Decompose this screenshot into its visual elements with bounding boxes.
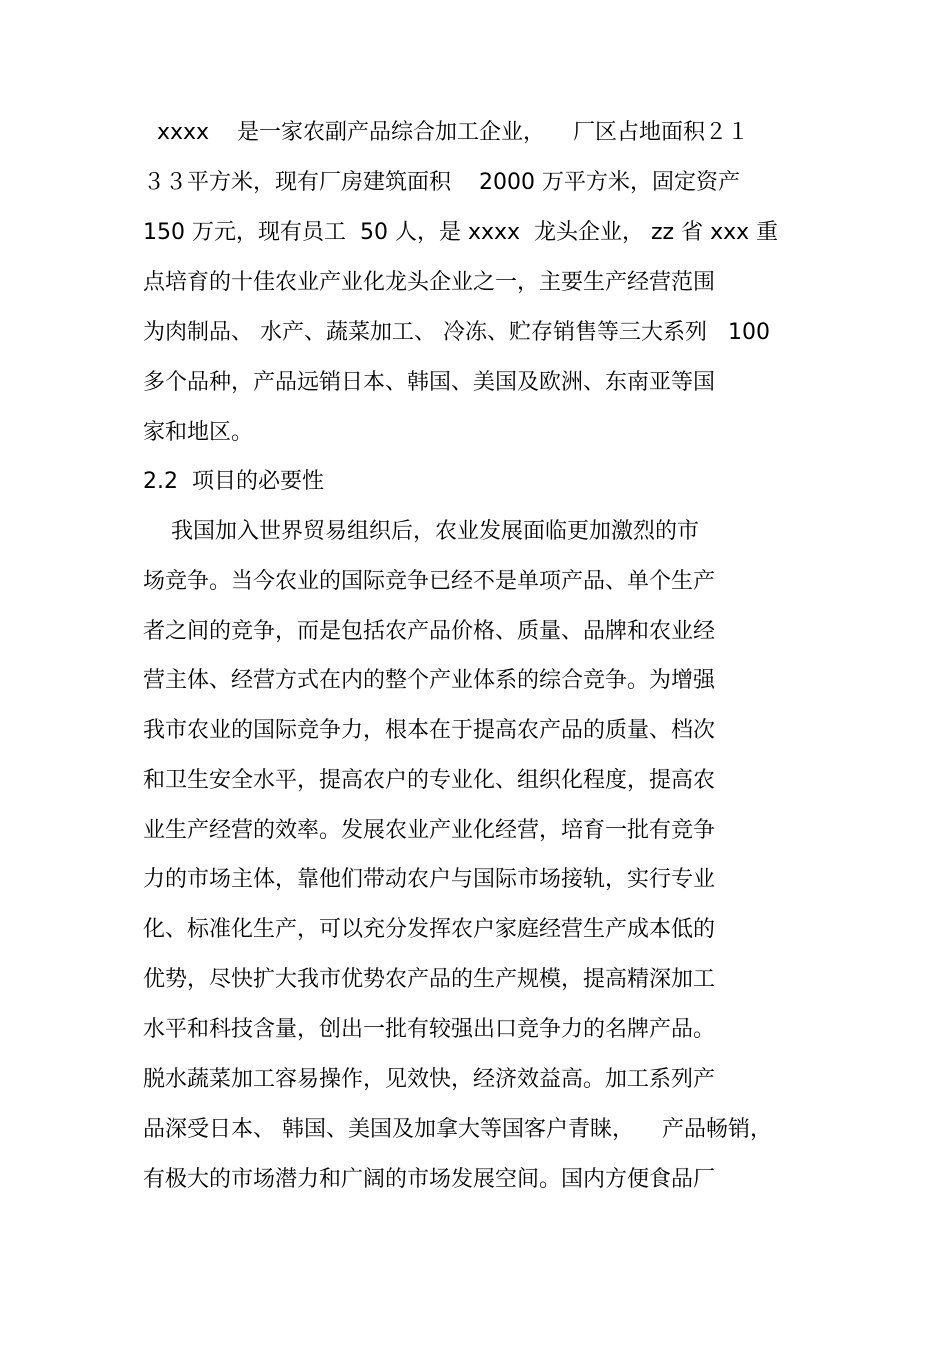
section-heading: 2.2 项目的必要性 [143, 469, 324, 494]
body-text-line: 我国加入世界贸易组织后，农业发展面临更加激烈的市 [143, 519, 699, 544]
body-text-line: 我市农业的国际竞争力，根本在于提高农产品的质量、档次 [143, 718, 716, 743]
body-text-line: 点培育的十佳农业产业化龙头企业之一，主要生产经营范围 [143, 270, 716, 295]
body-text-line: 业生产经营的效率。发展农业产业化经营，培育一批有竞争 [143, 818, 716, 843]
body-text-line: 有极大的市场潜力和广阔的市场发展空间。国内方便食品厂 [143, 1167, 716, 1192]
body-text-line: 脱水蔬菜加工容易操作，见效快，经济效益高。加工系列产 [143, 1067, 716, 1092]
body-text-line: 力的市场主体，靠他们带动农户与国际市场接轨，实行专业 [143, 867, 716, 892]
body-text-line: 化、标准化生产，可以充分发挥农户家庭经营生产成本低的 [143, 917, 716, 942]
body-text-line: 家和地区。 [143, 420, 254, 445]
body-text-line: ３３平方米，现有厂房建筑面积 2000 万平方米，固定资产 [143, 170, 740, 195]
body-text-line: 场竞争。当今农业的国际竞争已经不是单项产品、单个生产 [143, 569, 716, 594]
body-text-line: 多个品种，产品远销日本、韩国、美国及欧洲、东南亚等国 [143, 370, 716, 395]
body-text-line: xxxx 是一家农副产品综合加工企业， 厂区占地面积２１ [143, 120, 750, 145]
body-text-line: 150 万元，现有员工 50 人，是 xxxx 龙头企业， zz 省 xxx 重 [143, 220, 779, 245]
body-text-line: 者之间的竞争，而是包括农产品价格、质量、品牌和农业经 [143, 619, 716, 644]
body-text-line: 品深受日本、 韩国、美国及加拿大等国客户青睐， 产品畅销， [143, 1117, 772, 1142]
body-text-line: 水平和科技含量，创出一批有较强出口竞争力的名牌产品。 [143, 1017, 716, 1042]
body-text-line: 为肉制品、 水产、蔬菜加工、 冷冻、贮存销售等三大系列 100 [143, 320, 770, 345]
body-text-line: 营主体、经营方式在内的整个产业体系的综合竞争。为增强 [143, 668, 716, 693]
body-text-line: 和卫生安全水平，提高农户的专业化、组织化程度，提高农 [143, 768, 716, 793]
body-text-line: 优势，尽快扩大我市优势农产品的生产规模，提高精深加工 [143, 967, 716, 992]
